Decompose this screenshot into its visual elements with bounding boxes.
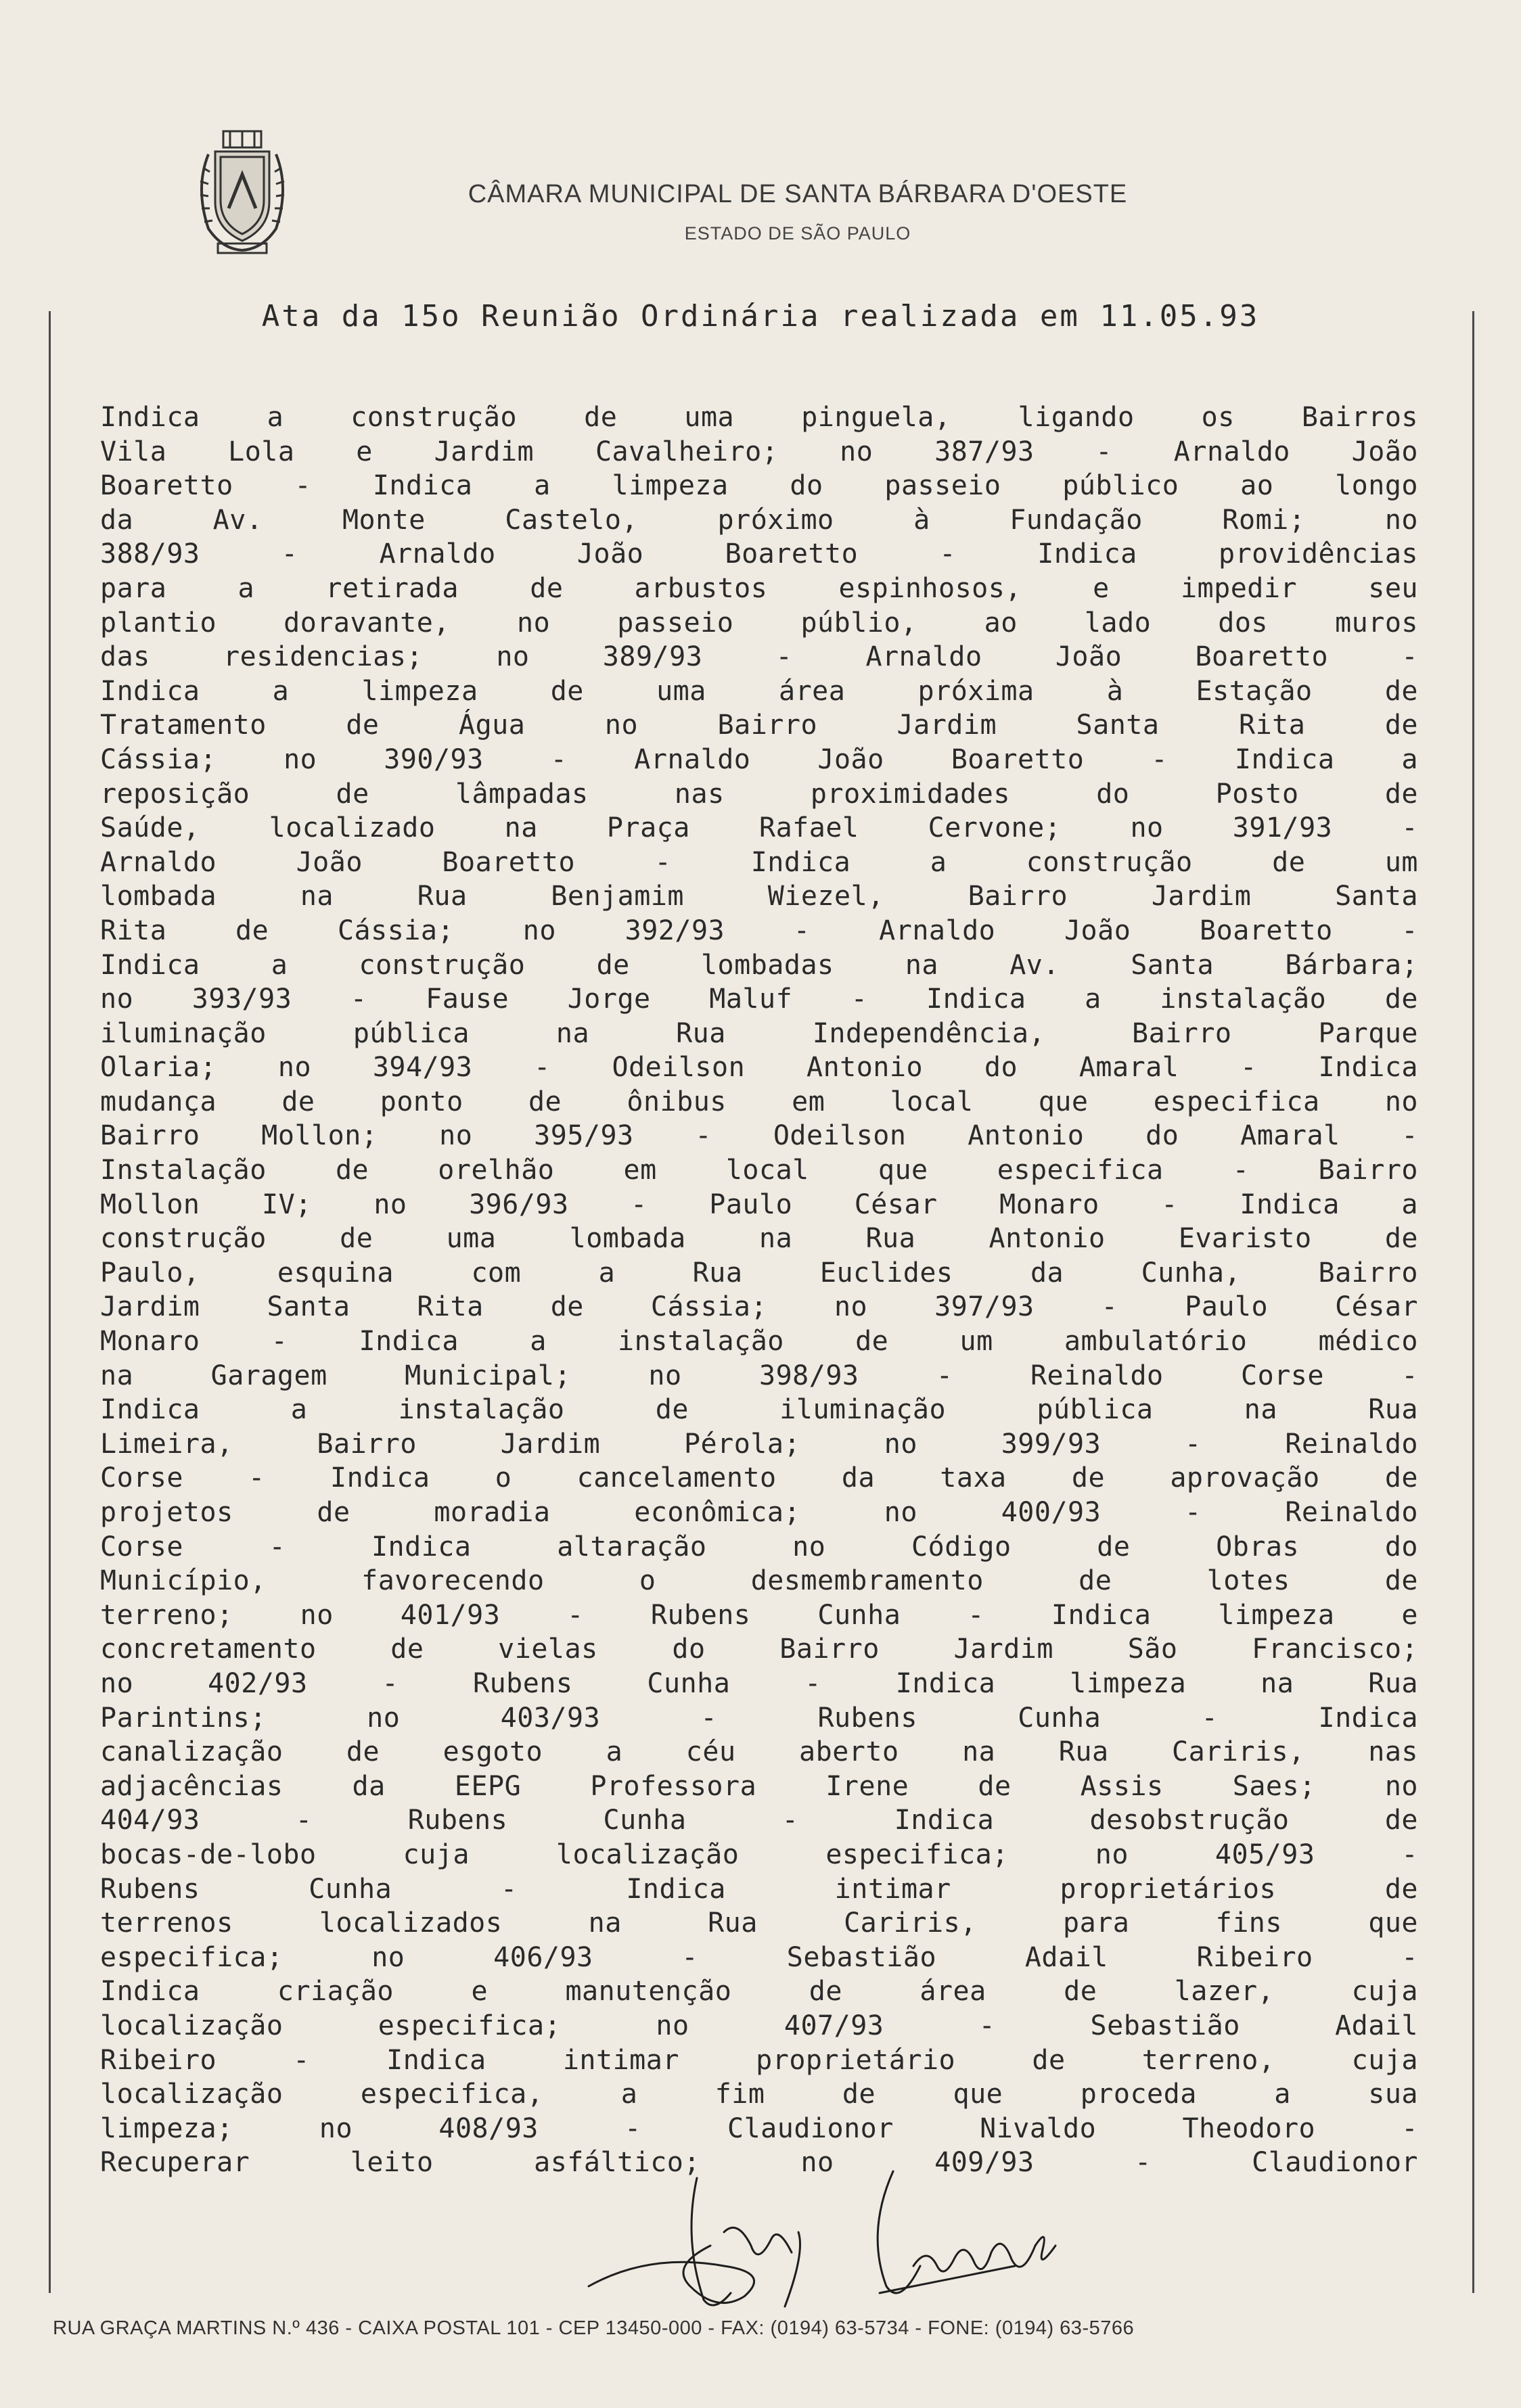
body-line: adjacências da EEPG Professora Irene de Assis Saes; no bbox=[100, 1770, 1418, 1802]
body-line: mudança de ponto de ônibus em local que especifica no bbox=[100, 1086, 1418, 1117]
footer-address: RUA GRAÇA MARTINS N.º 436 - CAIXA POSTAL 101 - CEP 13450-000 - FAX: (0194) 63-5734 - FONE: (0194) 63-5766 bbox=[53, 2317, 1135, 2339]
body-line: Saúde, localizado na Praça Rafael Cervone; no 391/93 - bbox=[100, 812, 1418, 844]
body-line: das residencias; no 389/93 - Arnaldo João Boaretto - bbox=[100, 641, 1418, 673]
body-line: Indica a limpeza de uma área próxima à Estação de bbox=[100, 675, 1418, 707]
body-line: reposição de lâmpadas nas proximidades do Posto de bbox=[100, 778, 1418, 810]
body-line: limpeza; no 408/93 - Claudionor Nivaldo Theodoro - bbox=[100, 2112, 1418, 2144]
body-line: concretamento de vielas do Bairro Jardim São Francisco; bbox=[100, 1634, 1418, 1665]
body-line: terrenos localizados na Rua Cariris, para fins que bbox=[100, 1907, 1418, 1939]
handwritten-signatures bbox=[568, 2151, 1177, 2320]
body-line: no 402/93 - Rubens Cunha - Indica limpeza na Rua bbox=[100, 1667, 1418, 1699]
body-line: iluminação pública na Rua Independência, Bairro Parque bbox=[100, 1017, 1418, 1049]
body-line: Bairro Mollon; no 395/93 - Odeilson Antonio do Amaral - bbox=[100, 1120, 1418, 1152]
body-line: no 393/93 - Fause Jorge Maluf - Indica a instalação de bbox=[100, 983, 1418, 1015]
body-line: Corse - Indica altaração no Código de Obras do bbox=[100, 1531, 1418, 1562]
body-line: Limeira, Bairro Jardim Pérola; no 399/93 - Reinaldo bbox=[100, 1428, 1418, 1460]
body-line: Arnaldo João Boaretto - Indica a construção de um bbox=[100, 846, 1418, 878]
body-line: Rita de Cássia; no 392/93 - Arnaldo João Boaretto - bbox=[100, 914, 1418, 946]
body-line: Olaria; no 394/93 - Odeilson Antonio do Amaral - Indica bbox=[100, 1052, 1418, 1084]
body-line: Jardim Santa Rita de Cássia; no 397/93 - Paulo César bbox=[100, 1291, 1418, 1323]
body-line: Indica a construção de lombadas na Av. Santa Bárbara; bbox=[100, 949, 1418, 981]
body-line: Paulo, esquina com a Rua Euclides da Cunha, Bairro bbox=[100, 1257, 1418, 1289]
body-line: na Garagem Municipal; no 398/93 - Reinaldo Corse - bbox=[100, 1360, 1418, 1391]
body-line: Instalação de orelhão em local que especifica - Bairro bbox=[100, 1155, 1418, 1186]
body-line: terreno; no 401/93 - Rubens Cunha - Indica limpeza e bbox=[100, 1599, 1418, 1631]
body-line: Cássia; no 390/93 - Arnaldo João Boaretto - Indica a bbox=[100, 743, 1418, 775]
minutes-body bbox=[100, 400, 1418, 2180]
body-line: Rubens Cunha - Indica intimar proprietários de bbox=[100, 1873, 1418, 1905]
body-line: construção de uma lombada na Rua Antonio Evaristo de bbox=[100, 1223, 1418, 1255]
body-line: para a retirada de arbustos espinhosos, e impedir seu bbox=[100, 572, 1418, 604]
body-line: plantio doravante, no passeio públio, ao lado dos muros bbox=[100, 607, 1418, 639]
body-line: Vila Lola e Jardim Cavalheiro; no 387/93 - Arnaldo João bbox=[100, 436, 1418, 467]
left-margin-line bbox=[49, 311, 51, 2293]
body-line: lombada na Rua Benjamim Wiezel, Bairro Jardim Santa bbox=[100, 881, 1418, 912]
body-line: Indica a construção de uma pinguela, ligando os Bairros bbox=[100, 402, 1418, 433]
body-line: Indica a instalação de iluminação pública na Rua bbox=[100, 1394, 1418, 1426]
body-line: projetos de moradia econômica; no 400/93 - Reinaldo bbox=[100, 1497, 1418, 1528]
institution-name: CÂMARA MUNICIPAL DE SANTA BÁRBARA D'OESTE bbox=[468, 180, 1128, 208]
body-line: bocas-de-lobo cuja localização especifica; no 405/93 - bbox=[100, 1838, 1418, 1870]
body-line: Mollon IV; no 396/93 - Paulo César Monaro - Indica a bbox=[100, 1188, 1418, 1220]
body-line: Tratamento de Água no Bairro Jardim Santa Rita de bbox=[100, 710, 1418, 741]
body-line: Boaretto - Indica a limpeza do passeio público ao longo bbox=[100, 470, 1418, 502]
body-line: Monaro - Indica a instalação de um ambulatório médico bbox=[100, 1326, 1418, 1358]
body-line: 404/93 - Rubens Cunha - Indica desobstrução de bbox=[100, 1805, 1418, 1836]
body-line: localização especifica; no 407/93 - Sebastião Adail bbox=[100, 2010, 1418, 2041]
body-line: Indica criação e manutenção de área de lazer, cuja bbox=[100, 1976, 1418, 2008]
body-line: Recuperar leito asfáltico; no 409/93 - Claudionor bbox=[100, 2147, 1418, 2179]
body-line: especifica; no 406/93 - Sebastião Adail Ribeiro - bbox=[100, 1941, 1418, 1973]
body-line: 388/93 - Arnaldo João Boaretto - Indica providências bbox=[100, 538, 1418, 570]
body-line: da Av. Monte Castelo, próximo à Fundação Romi; no bbox=[100, 504, 1418, 536]
right-margin-line bbox=[1472, 311, 1474, 2293]
body-line: canalização de esgoto a céu aberto na Rua Cariris, nas bbox=[100, 1736, 1418, 1768]
body-line: Ribeiro - Indica intimar proprietário de terreno, cuja bbox=[100, 2044, 1418, 2076]
body-line: Corse - Indica o cancelamento da taxa de aprovação de bbox=[100, 1462, 1418, 1494]
body-line: localização especifica, a fim de que proceda a sua bbox=[100, 2079, 1418, 2110]
minutes-title: Ata da 15o Reunião Ordinária realizada em 11.05.93 bbox=[261, 299, 1260, 333]
body-line: Município, favorecendo o desmembramento de lotes de bbox=[100, 1565, 1418, 1597]
body-line: Parintins; no 403/93 - Rubens Cunha - Indica bbox=[100, 1702, 1418, 1734]
state-name: ESTADO DE SÃO PAULO bbox=[684, 223, 911, 244]
